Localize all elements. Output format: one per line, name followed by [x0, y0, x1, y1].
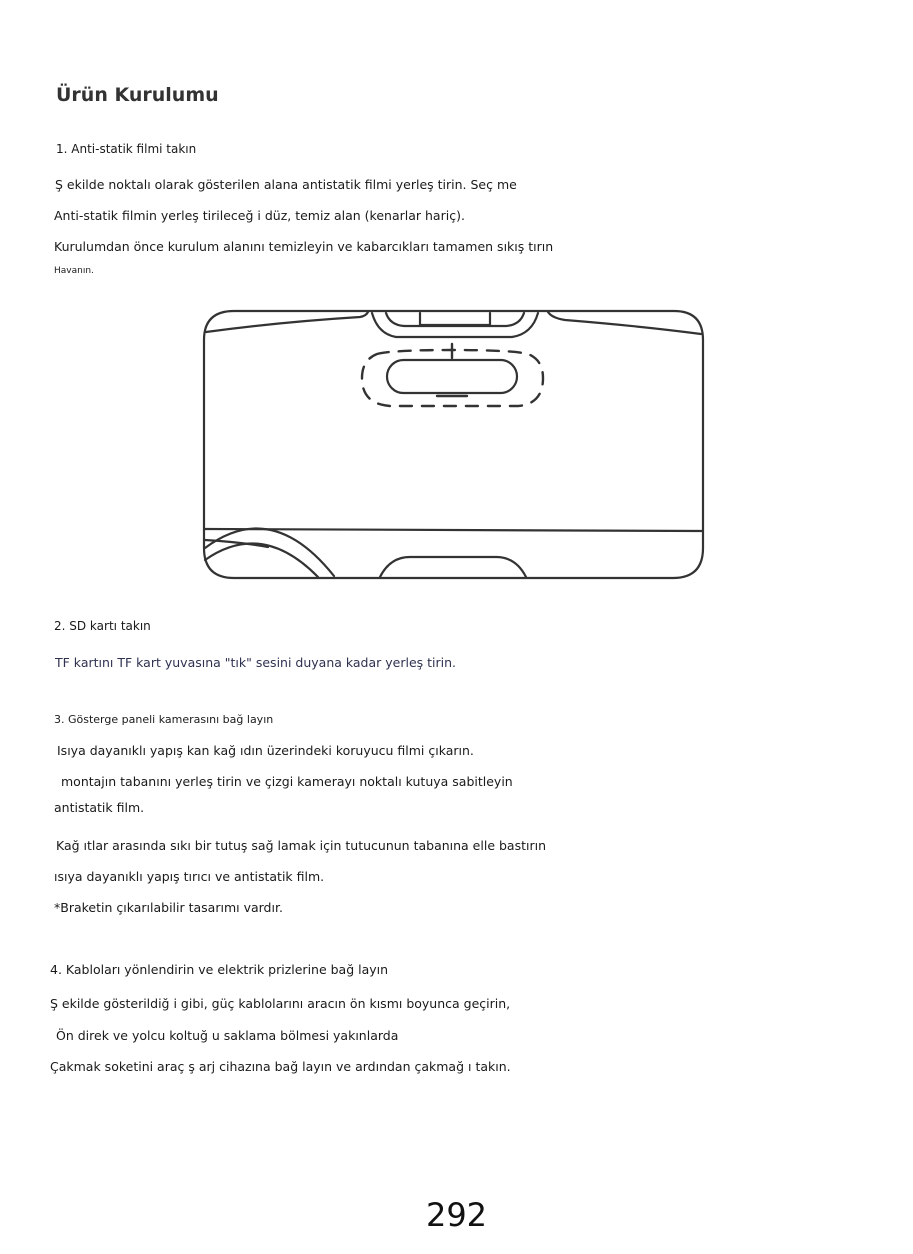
- page-title: Ürün Kurulumu: [56, 84, 219, 106]
- section-3-line-1: Isıya dayanıklı yapış kan kağ ıdın üzerindeki koruyucu filmi çıkarın.: [57, 743, 474, 758]
- section-4-line-1: Ş ekilde gösterildiğ i gibi, güç kablolarını aracın ön kısmı boyunca geçirin,: [50, 996, 511, 1011]
- bottom-bump: [380, 557, 526, 577]
- section-1-heading: 1. Anti-statik filmi takın: [56, 142, 197, 156]
- section-1-line-1: Ş ekilde noktalı olarak gösterilen alana antistatik filmi yerleş tirin. Seç me: [55, 177, 517, 192]
- section-4-heading: 4. Kabloları yönlendirin ve elektrik prizlerine bağ layın: [50, 962, 389, 977]
- section-3-line-4: Kağ ıtlar arasında sıkı bir tutuş sağ lamak için tutucunun tabanına elle bastırın: [56, 838, 547, 853]
- section-3-line-6: *Braketin çıkarılabilir tasarımı vardır.: [54, 900, 283, 915]
- wheel-arc-inner: [205, 544, 318, 577]
- camera-mount: [387, 360, 517, 393]
- section-2-heading: 2. SD kartı takın: [54, 619, 151, 633]
- section-2-line-1: TF kartını TF kart yuvasına "tık" sesini duyana kadar yerleş tirin.: [55, 655, 457, 670]
- section-3-heading: 3. Gösterge paneli kamerasını bağ layın: [54, 713, 274, 726]
- section-3-line-3: antistatik film.: [54, 800, 145, 815]
- wheel-arc-outer: [205, 528, 334, 576]
- page-number: 292: [425, 1196, 488, 1234]
- section-3-line-2: montajın tabanını yerleş tirin ve çizgi kamerayı noktalı kutuya sabitleyin: [61, 774, 513, 789]
- top-bracket-tab: [420, 313, 490, 325]
- section-1-line-2: Anti-statik filmin yerleş tirileceğ i düz, temiz alan (kenarlar hariç).: [54, 208, 465, 223]
- section-4-line-3: Çakmak soketini araç ş arj cihazına bağ layın ve ardından çakmağ ı takın.: [50, 1059, 511, 1074]
- installation-diagram: [200, 306, 710, 584]
- section-1-line-4: Havanın.: [54, 266, 94, 276]
- bottom-line-upper: [205, 529, 702, 531]
- section-3-line-5: ısıya dayanıklı yapış tırıcı ve antistatik film.: [54, 869, 325, 884]
- top-right-edge: [548, 312, 701, 334]
- section-1-line-3: Kurulumdan önce kurulum alanını temizleyin ve kabarcıkları tamamen sıkış tırın: [54, 239, 554, 254]
- section-4-line-2: Ön direk ve yolcu koltuğ u saklama bölmesi yakınlarda: [56, 1028, 399, 1043]
- top-left-edge: [206, 312, 368, 332]
